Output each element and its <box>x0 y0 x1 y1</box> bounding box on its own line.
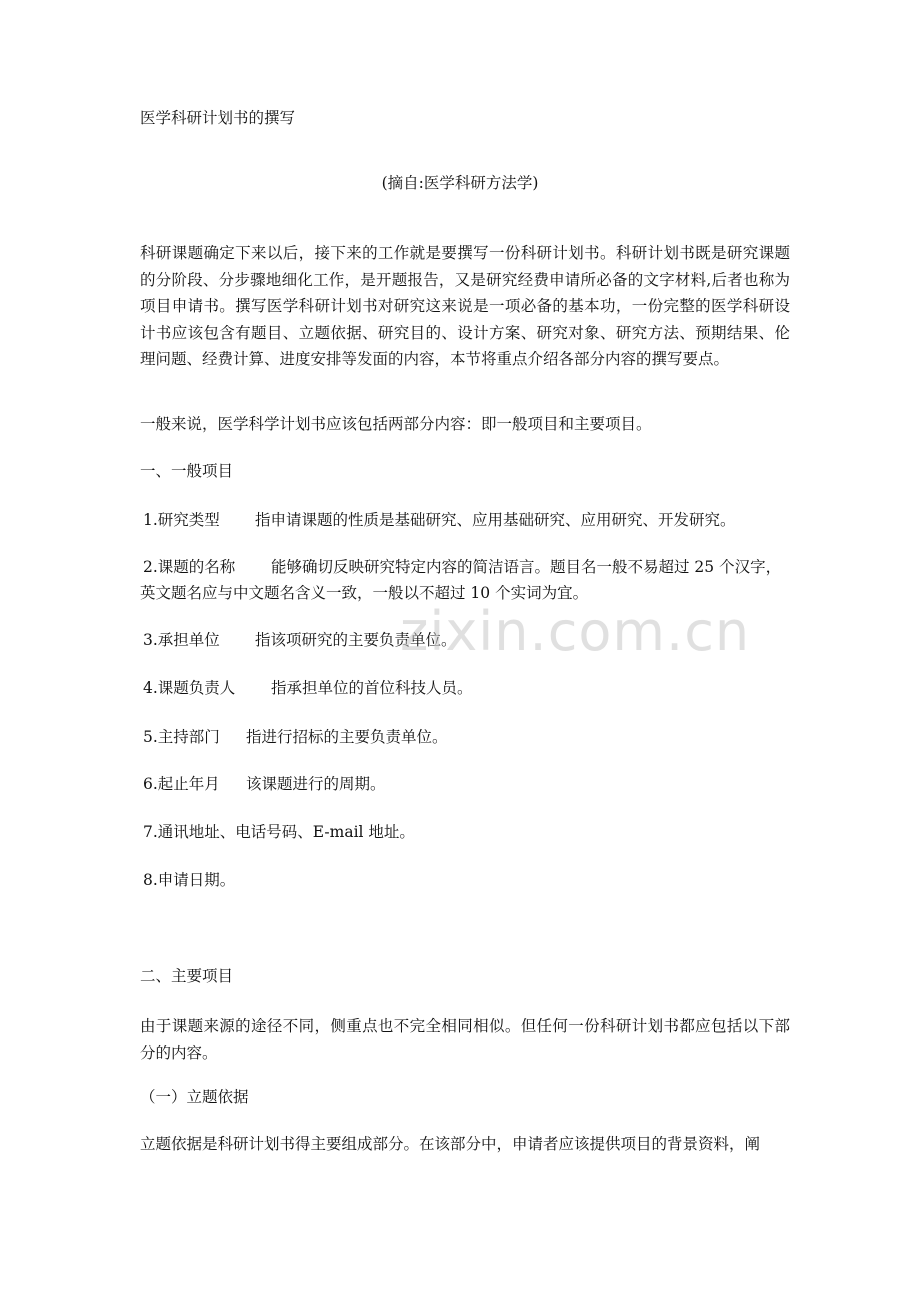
item-label: 2.课题的名称 <box>143 558 236 576</box>
list-item <box>143 678 473 698</box>
list-item <box>143 510 736 530</box>
subsection-paragraph: 立题依据是科研计划书得主要组成部分。在该部分中，申请者应该提供项目的背景资料，阐 <box>140 1135 761 1153</box>
item-description: 指该项研究的主要负责单位。 <box>255 631 457 649</box>
item-label: 7.通讯地址、电话号码、E-mail 地址。 <box>143 823 415 841</box>
item-label: 5.主持部门 <box>143 728 220 746</box>
list-item <box>143 822 415 842</box>
item-description-continued: 英文题名应与中文题名含义一致，一般以不超过 10 个实词为宜。 <box>140 584 589 602</box>
list-item <box>143 727 448 747</box>
list-item <box>143 870 235 890</box>
item-description: 能够确切反映研究特定内容的简洁语言。题目名一般不易超过 25 个汉字， <box>271 558 782 576</box>
item-label: 6.起止年月 <box>143 775 220 793</box>
item-description: 指承担单位的首位科技人员。 <box>271 679 473 697</box>
summary-paragraph: 一般来说，医学科学计划书应该包括两部分内容：即一般项目和主要项目。 <box>140 415 652 433</box>
item-label: 3.承担单位 <box>143 631 220 649</box>
item-description: 指申请课题的性质是基础研究、应用基础研究、应用研究、开发研究。 <box>255 511 736 529</box>
item-description: 该课题进行的周期。 <box>246 775 386 793</box>
subsection-heading: （一）立题依据 <box>140 1088 249 1106</box>
intro-paragraph: 科研课题确定下来以后，接下来的工作就是要撰写一份科研计划书。科研计划书既是研究课题的分阶段、分步骤地细化工作，是开题报告，又是研究经费申请所必备的文字材料,后者也称为项目申请书。撰写医学科研计划书对研究这来说是一项必备的基本功，一份完整的医学科研设计书应该包含有题目、立题依据、研究目的、设计方案、研究对象、研究方法、预期结果、伦理问题、经费计算、进度安排等发面的内容，本节将重点介绍各部分内容的撰写要点。 <box>140 244 790 368</box>
list-item <box>143 774 386 794</box>
section-heading-main: 二、主要项目 <box>140 967 234 985</box>
list-item <box>143 630 457 650</box>
list-item <box>143 557 781 577</box>
item-label: 1.研究类型 <box>143 511 220 529</box>
item-label: 4.课题负责人 <box>143 679 236 697</box>
item-description: 指进行招标的主要负责单位。 <box>246 728 448 746</box>
item-label: 8.申请日期。 <box>143 871 236 889</box>
main-section-paragraph: 由于课题来源的途径不同，侧重点也不完全相同相似。但任何一份科研计划书都应包括以下部分的内容。 <box>140 1017 790 1062</box>
source-note: (摘自:医学科研方法学) <box>381 174 539 192</box>
section-heading-general: 一、一般项目 <box>140 462 234 480</box>
watermark: zixin.com.cn <box>400 600 751 663</box>
document-title: 医学科研计划书的撰写 <box>140 109 296 127</box>
